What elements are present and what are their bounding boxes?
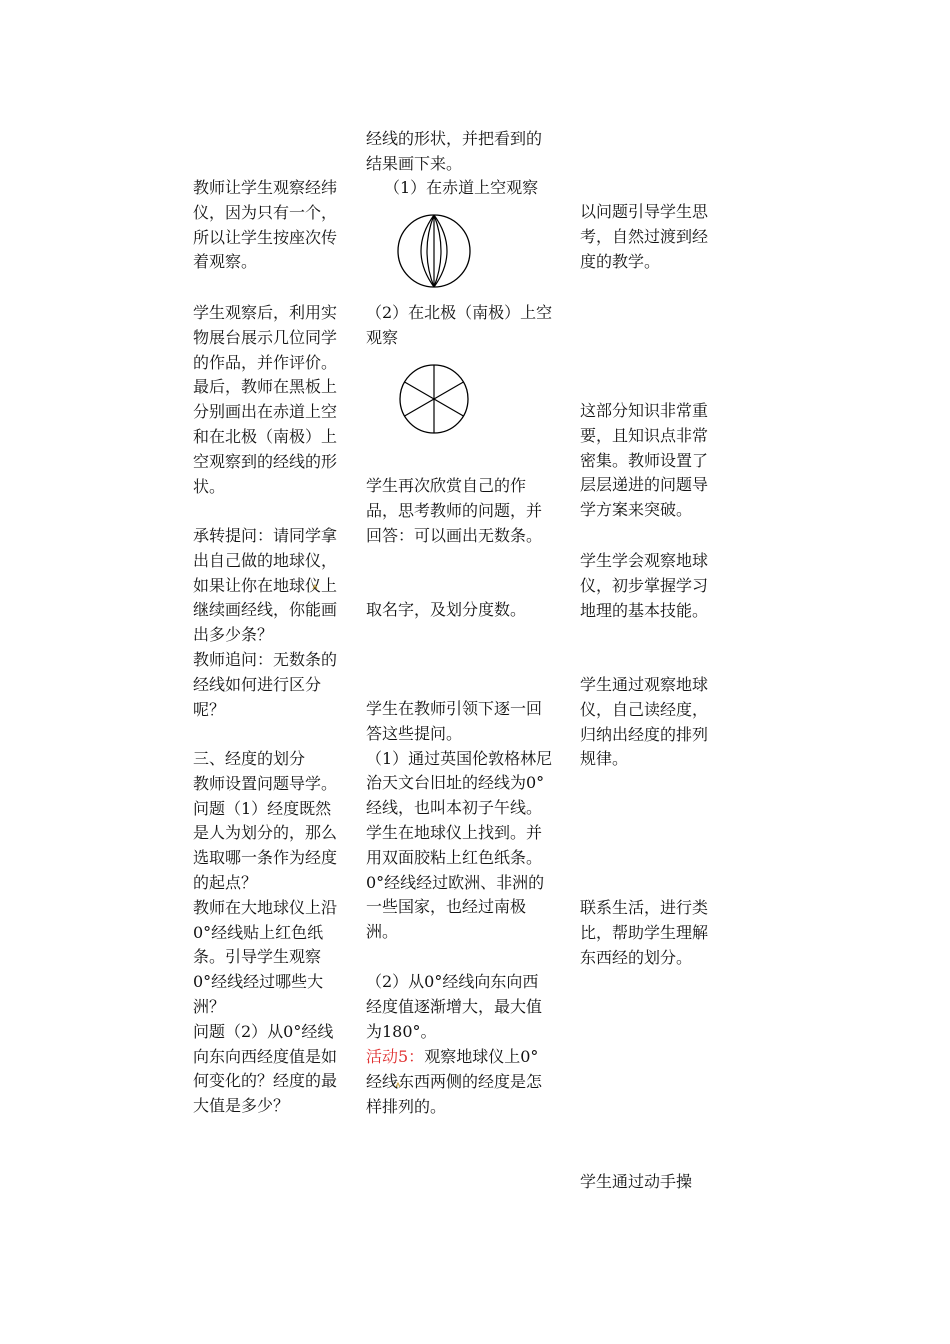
naming-paragraph: 取名字，及划分度数。: [366, 600, 527, 619]
stray-mark-icon: [312, 584, 318, 590]
teacher-question-paragraph: 承转提问：请同学拿 出自己做的地球仪， 如果让你在地球仪上 继续画经线，你能画 出多少条？ 教师追问：无数条的 经线如何进行区分 呢？: [193, 526, 338, 719]
activity-5-text: 观察地球仪上0°: [424, 1047, 539, 1066]
activity-5-label: 活动5：: [366, 1047, 425, 1066]
teacher-observe-paragraph: 教师让学生观察经纬 仪，因为只有一个， 所以让学生按座次传 着观察。: [193, 178, 338, 272]
intent-induction-paragraph: 学生通过观察地球 仪，自己读经度， 归纳出经度的排列 规律。: [580, 675, 709, 769]
stray-mark-icon: [395, 1082, 401, 1088]
longitude-division-paragraph: 三、经度的划分 教师设置问题导学。 问题（1）经度既然 是人为划分的，那么 选取哪一条作为经度 的起点？ 教师在大地球仪上沿 0°经线贴上红色纸 条。引导学生观察 0°经线经过哪些大 洲？ 问题（2）从0°经线 向东向西经度值是如 何变化的？经度的最 大值是多少？: [193, 749, 338, 1116]
longitude-value-paragraph: （2）从0°经线向东向西 经度值逐渐增大，最大值 为180°。: [366, 972, 543, 1041]
intent-skills-paragraph: 学生学会观察地球 仪，初步掌握学习 地理的基本技能。: [580, 551, 709, 620]
student-answer-paragraph: 学生再次欣赏自己的作 品，思考教师的问题，并 回答：可以画出无数条。: [366, 476, 543, 545]
intent-analogy-paragraph: 联系生活，进行类 比，帮助学生理解 东西经的划分。: [580, 898, 709, 967]
activity-5-line: [366, 1045, 538, 1070]
intent-key-knowledge-paragraph: 这部分知识非常重 要，且知识点非常 密集。教师设置了 层层递进的问题导 学方案来突破。: [580, 401, 709, 520]
activity-5-continuation: 经线东西两侧的经度是怎 样排列的。: [366, 1072, 543, 1116]
student-draw-paragraph: 经线的形状，并把看到的 结果画下来。: [366, 129, 543, 173]
intent-hands-on-paragraph: 学生通过动手操: [580, 1172, 693, 1191]
equator-view-caption: （1）在赤道上空观察: [384, 178, 539, 197]
equator-view-meridians-diagram: [396, 212, 474, 290]
student-response-paragraph: 学生在教师引领下逐一回 答这些提问。 （1）通过英国伦敦格林尼 治天文台旧址的经线为0° 经线，也叫本初子午线。 学生在地球仪上找到。并 用双面胶粘上红色纸条。 0°经线经过欧洲、非洲的 一些国家，也经过南极 洲。: [366, 699, 553, 942]
pole-view-meridians-diagram: [398, 360, 472, 438]
intent-transition-paragraph: 以问题引导学生思 考，自然过渡到经 度的教学。: [580, 202, 709, 271]
teacher-display-paragraph: 学生观察后，利用实 物展台展示几位同学 的作品，并作评价。 最后，教师在黑板上 分别画出在赤道上空 和在北极（南极）上 空观察到的经线的形 状。: [193, 303, 338, 496]
pole-view-caption: （2）在北极（南极）上空 观察: [366, 303, 553, 347]
